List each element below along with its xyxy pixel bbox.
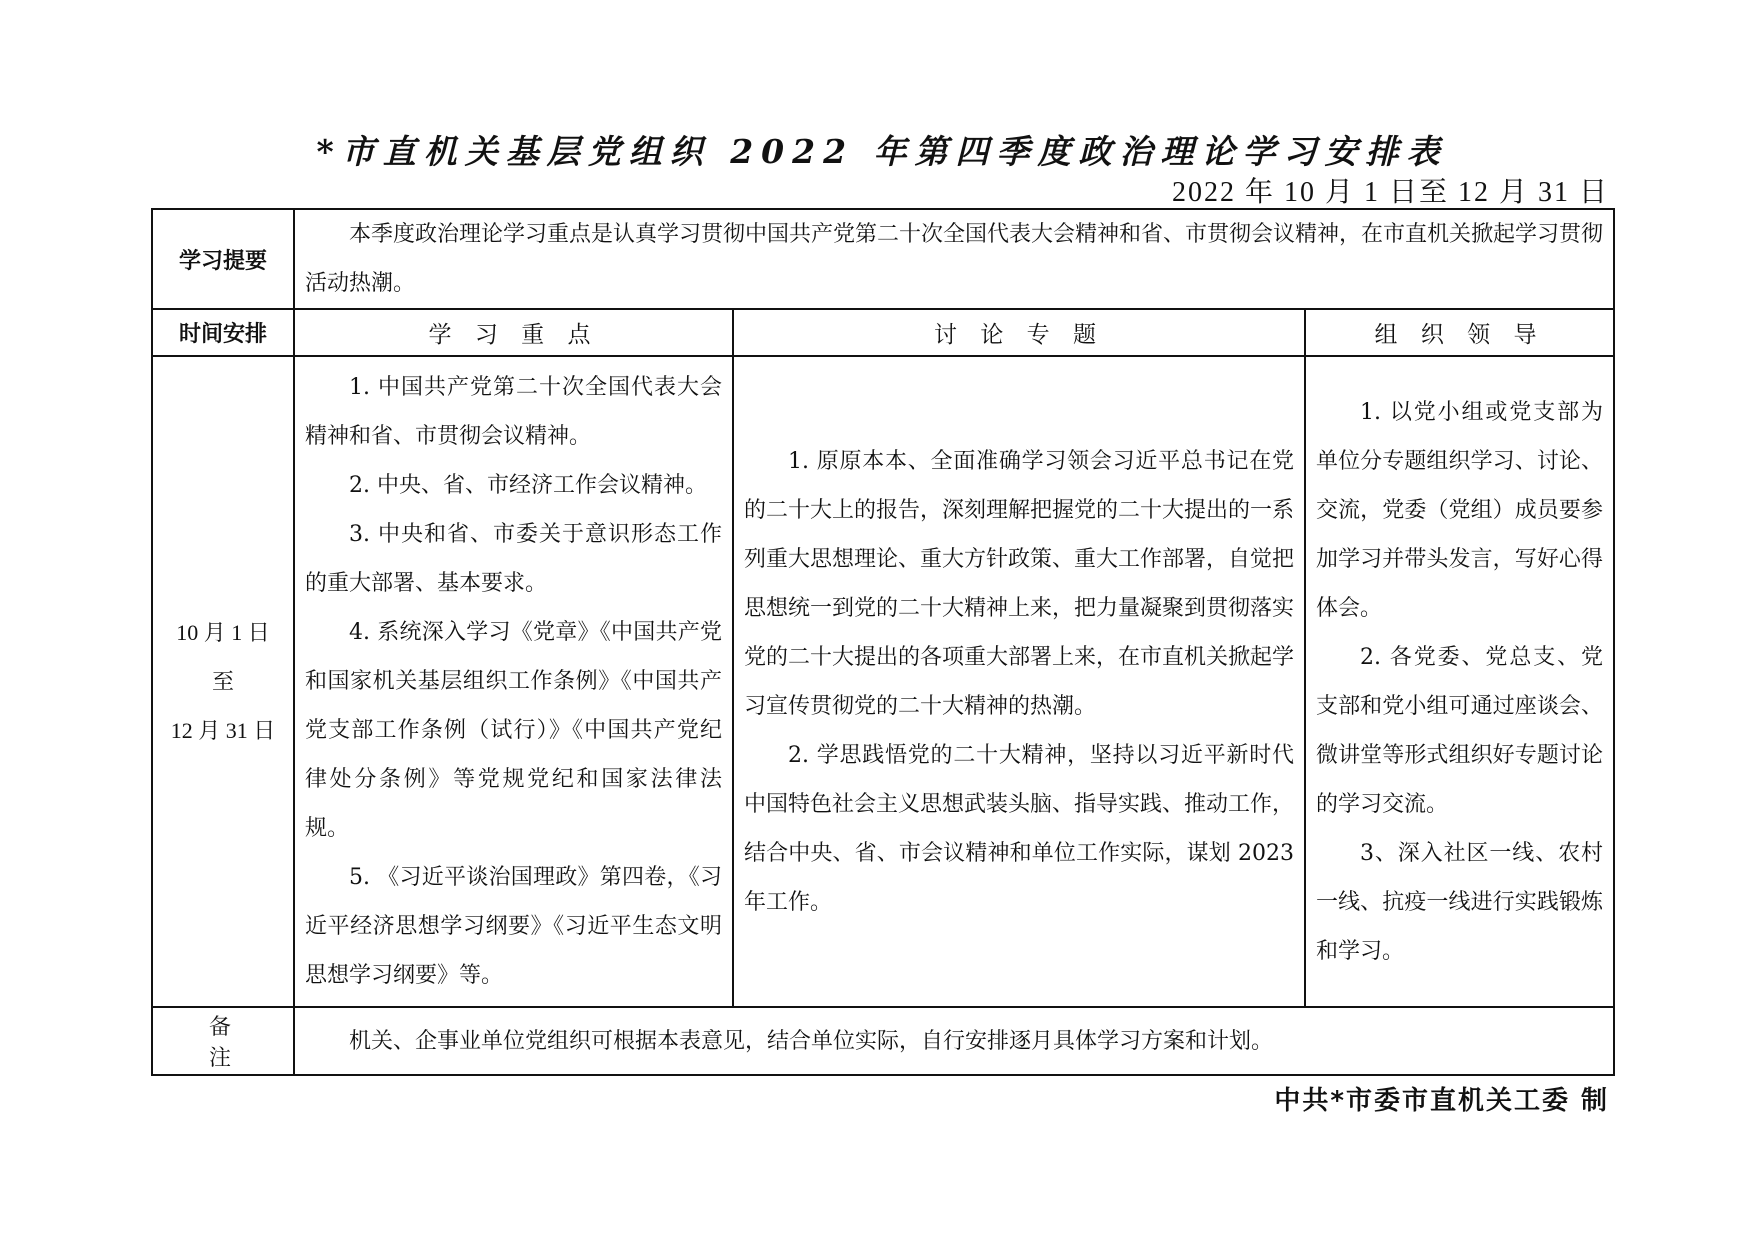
org-item-2: 2. 各党委、党总支、党支部和党小组可通过座谈会、微讲堂等形式组织好专题讨论的学习交流。 bbox=[1316, 644, 1603, 817]
organization-cell bbox=[1305, 356, 1614, 1007]
summary-label: 学习提要 bbox=[152, 209, 294, 309]
org-item-1: 1. 以党小组或党支部为单位分专题组织学习、讨论、交流，党委（党组）成员要参加学习并带头发言，写好心得体会。 bbox=[1316, 399, 1603, 621]
page-title: *市直机关基层党组织 2022 年第四季度政治理论学习安排表 bbox=[316, 132, 1448, 171]
header-organization: 组 织 领 导 bbox=[1305, 309, 1614, 356]
issuer-footer: 中共*市委市直机关工委 制 bbox=[1274, 1086, 1609, 1116]
schedule-row bbox=[152, 356, 1614, 1007]
focus-item-3: 3. 中央和省、市委关于意识形态工作的重大部署、基本要求。 bbox=[305, 522, 722, 596]
schedule-table bbox=[151, 208, 1615, 1076]
time-to: 至 bbox=[211, 669, 234, 694]
time-end: 12 月 31 日 bbox=[170, 718, 276, 743]
notes-row bbox=[152, 1007, 1614, 1075]
focus-item-1: 1. 中国共产党第二十次全国代表大会精神和省、市贯彻会议精神。 bbox=[305, 375, 722, 449]
notes-text-cell bbox=[294, 1007, 1614, 1075]
time-cell bbox=[152, 356, 294, 1007]
date-range: 2022 年 10 月 1 日至 12 月 31 日 bbox=[1171, 177, 1609, 208]
header-focus: 学 习 重 点 bbox=[294, 309, 733, 356]
org-item-3: 3、深入社区一线、农村一线、抗疫一线进行实践锻炼和学习。 bbox=[1316, 840, 1603, 964]
focus-item-5: 5. 《习近平谈治国理政》第四卷，《习近平经济思想学习纲要》《习近平生态文明思想学习纲要》等。 bbox=[305, 865, 722, 988]
summary-text: 本季度政治理论学习重点是认真学习贯彻中国共产党第二十次全国代表大会精神和省、市贯彻会议精神，在市直机关掀起学习贯彻活动热潮。 bbox=[305, 222, 1604, 296]
summary-row bbox=[152, 209, 1614, 309]
focus-cell bbox=[294, 356, 733, 1007]
topic-item-1: 1. 原原本本、全面准确学习领会习近平总书记在党的二十大上的报告，深刻理解把握党的二十大提出的一系列重大思想理论、重大方针政策、重大工作部署，自觉把思想统一到党的二十大精神上来，把力量凝聚到贯彻落实党的二十大提出的各项重大部署上来，在市直机关掀起学习宣传贯彻党的二十大精神的热潮。 bbox=[744, 448, 1295, 719]
notes-label: 备注 bbox=[152, 1007, 294, 1075]
header-time: 时间安排 bbox=[152, 309, 294, 356]
header-row bbox=[152, 309, 1614, 356]
topic-item-2: 2. 学思践悟党的二十大精神，坚持以习近平新时代中国特色社会主义思想武装头脑、指导实践、推动工作，结合中央、省、市会议精神和单位工作实际，谋划 2023 年工作。 bbox=[744, 742, 1295, 915]
focus-item-4: 4. 系统深入学习《党章》《中国共产党和国家机关基层组织工作条例》《中国共产党支部工作条例（试行）》《中国共产党纪律处分条例》等党规党纪和国家法律法规。 bbox=[305, 620, 722, 841]
time-start: 10 月 1 日 bbox=[176, 620, 270, 645]
header-topics: 讨 论 专 题 bbox=[733, 309, 1305, 356]
topics-cell bbox=[733, 356, 1305, 1007]
notes-text: 机关、企事业单位党组织可根据本表意见，结合单位实际，自行安排逐月具体学习方案和计划。 bbox=[349, 1028, 1274, 1054]
summary-text-cell bbox=[294, 209, 1614, 309]
focus-item-2: 2. 中央、省、市经济工作会议精神。 bbox=[349, 473, 707, 498]
